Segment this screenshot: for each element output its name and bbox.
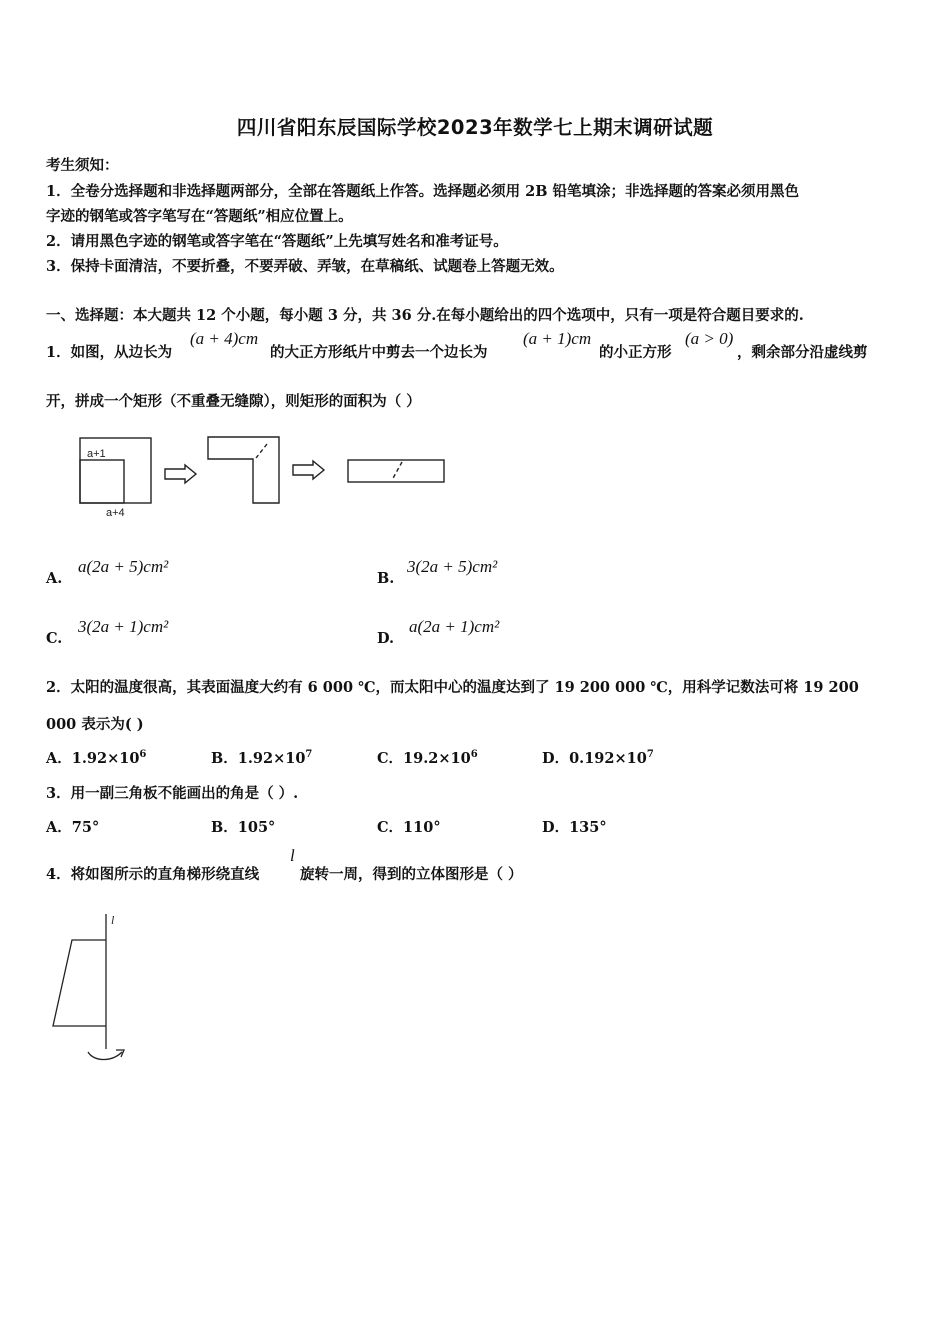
- q4-math-line-l: l: [290, 846, 295, 865]
- q1-option-a-label[interactable]: A.: [46, 570, 63, 587]
- q1-text-1: 1．如图，从边长为: [46, 344, 173, 361]
- q2-option-a-label: A．: [46, 750, 72, 767]
- q3-option-c-value: 110°: [403, 819, 441, 836]
- q1-option-c-expr: 3(2a + 1)cm²: [78, 617, 169, 636]
- q2-option-a-exp: 6: [139, 749, 147, 761]
- q2-option-d-exp: 7: [646, 749, 654, 761]
- section-heading: 一、选择题：本大题共 12 个小题，每小题 3 分，共 36 分.在每小题给出的四个选项中，只有一项是符合题目要求的.: [46, 307, 804, 324]
- q1-option-b-label[interactable]: B.: [377, 570, 395, 587]
- q3-option-d-value: 135°: [569, 819, 607, 836]
- q1-fig-cut-line-1: [256, 444, 267, 458]
- q2-option-b-exp: 7: [305, 749, 313, 761]
- q1-option-a-expr: a(2a + 5)cm²: [78, 557, 169, 576]
- notice-item-3: 3．保持卡面清洁，不要折叠，不要弄破、弄皱，在草稿纸、试题卷上答题无效。: [46, 258, 564, 275]
- q1-math-big-side: (a + 4)cm: [190, 329, 259, 348]
- q4-fig-label: l: [111, 913, 115, 927]
- q2-option-b-label: B．: [211, 750, 238, 767]
- q2-option-c-exp: 6: [470, 749, 478, 761]
- q2-option-b-value: 1.92×10: [237, 750, 306, 767]
- q2-option-d-value: 0.192×10: [569, 750, 647, 767]
- notice-item-1-line-1: 1．全卷分选择题和非选择题两部分，全部在答题纸上作答。选择题必须用 2B 铅笔填涂；非选择题的答案必须用黑色: [46, 183, 800, 200]
- q1-text-2: 的大正方形纸片中剪去一个边长为: [270, 344, 488, 361]
- q1-text-line-2: 开，拼成一个矩形（不重叠无缝隙），则矩形的面积为（ ）: [46, 393, 421, 410]
- q1-fig-label-small: a+1: [87, 448, 106, 460]
- q2-option-c[interactable]: [377, 747, 478, 768]
- q1-text-3: 的小正方形: [599, 344, 672, 361]
- q4-fig-trapezoid: [53, 940, 106, 1026]
- q3-option-d[interactable]: [542, 816, 607, 837]
- q1-text-4: ，剩余部分沿虚线剪: [737, 344, 868, 361]
- q1-fig-cut-line-2: [392, 462, 402, 480]
- q1-option-d-label[interactable]: D.: [377, 630, 395, 647]
- q3-option-a-value: 75°: [71, 819, 100, 836]
- q1-fig-arrow-1: [165, 465, 196, 483]
- q3-option-c[interactable]: [377, 816, 441, 837]
- page-title: 四川省阳东辰国际学校2023年数学七上期末调研试题: [236, 116, 714, 139]
- q1-fig-rectangle: [348, 460, 444, 482]
- q4-text-1: 4．将如图所示的直角梯形绕直线: [46, 866, 260, 883]
- q2-option-a-value: 1.92×10: [71, 750, 140, 767]
- q2-option-a[interactable]: [46, 747, 146, 768]
- q4-fig-rotation-arrow: [88, 1052, 122, 1060]
- q3-option-a[interactable]: [46, 816, 99, 837]
- q2-option-c-value: 19.2×10: [403, 750, 471, 767]
- q3-option-b-label: B．: [211, 819, 238, 836]
- notice-heading: 考生须知：: [46, 157, 119, 174]
- q1-option-c-label[interactable]: C.: [46, 630, 63, 647]
- q2-option-b[interactable]: [211, 747, 312, 768]
- q1-fig-arrow-2: [293, 461, 324, 479]
- q3-option-c-label: C．: [377, 819, 404, 836]
- q2-option-c-label: C．: [377, 750, 404, 767]
- q1-fig-l-shape: [208, 437, 279, 503]
- q2-option-d[interactable]: [542, 747, 654, 768]
- q3-option-a-label: A．: [46, 819, 72, 836]
- q2-text-line-2: 000 表示为( ): [46, 716, 144, 733]
- q1-option-d-expr: a(2a + 1)cm²: [409, 617, 500, 636]
- q3-stem: 3．用一副三角板不能画出的角是（ ）.: [46, 785, 299, 802]
- q3-option-b[interactable]: [211, 816, 275, 837]
- q2-option-d-label: D．: [542, 750, 570, 767]
- q1-math-small-side: (a + 1)cm: [523, 329, 592, 348]
- q1-math-condition: (a > 0): [685, 329, 734, 348]
- notice-item-1-line-2: 字迹的钢笔或答字笔写在“答题纸”相应位置上。: [46, 208, 353, 225]
- notice-item-2: 2．请用黑色字迹的钢笔或答字笔在“答题纸”上先填写姓名和准考证号。: [46, 233, 508, 250]
- q3-option-b-value: 105°: [237, 819, 276, 836]
- q2-text-line-1: 2．太阳的温度很高，其表面温度大约有 6 000 ℃，而太阳中心的温度达到了 19 200 000 ℃，用科学记数法可将 19 200: [46, 679, 859, 696]
- q4-text-2: 旋转一周，得到的立体图形是（ ）: [300, 866, 523, 883]
- q3-option-d-label: D．: [542, 819, 570, 836]
- q1-option-b-expr: 3(2a + 5)cm²: [407, 557, 498, 576]
- q1-fig-label-big: a+4: [106, 507, 125, 519]
- q1-fig-small-square: [80, 460, 124, 503]
